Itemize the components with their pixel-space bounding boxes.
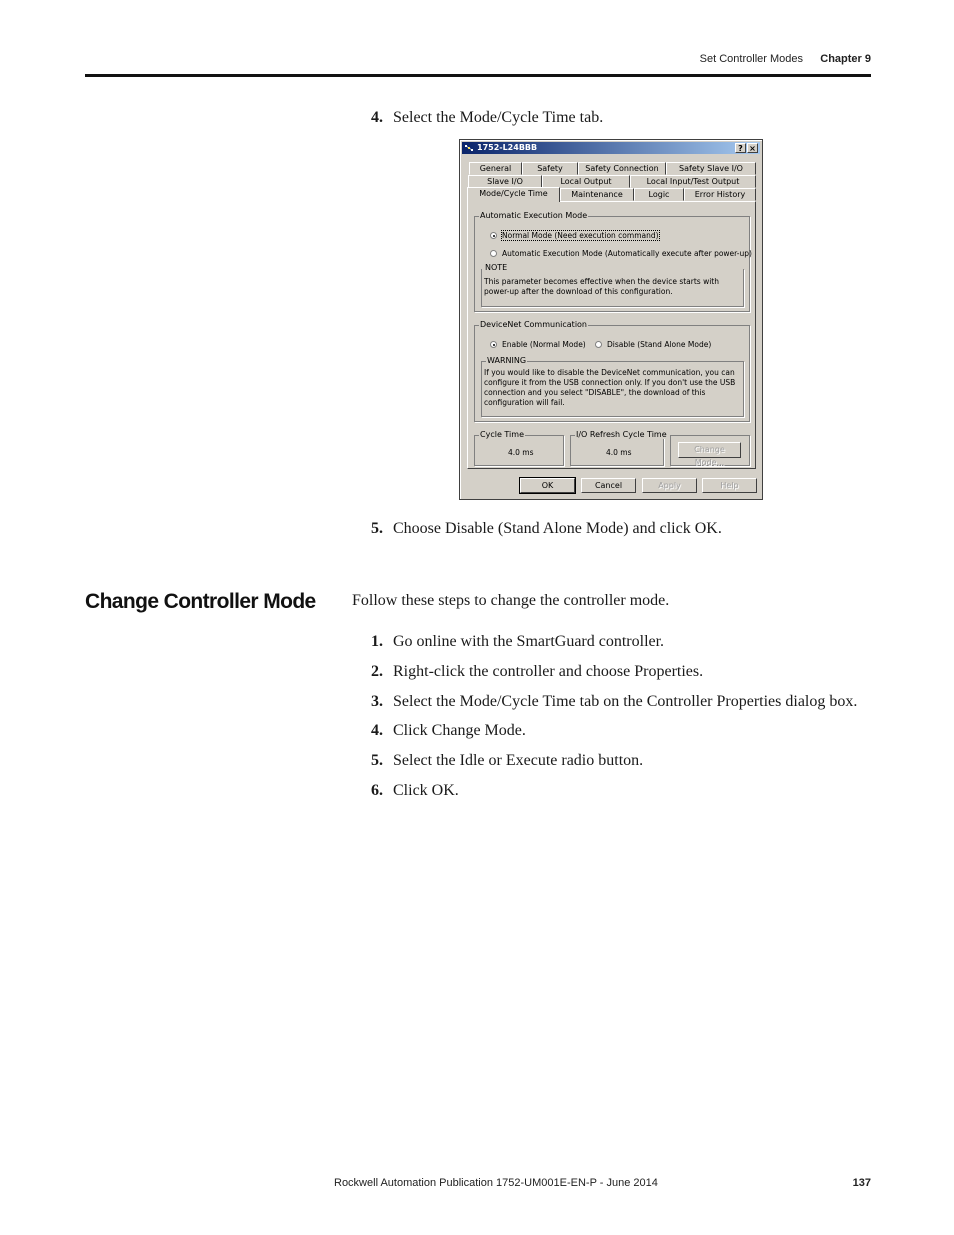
- step-text: Select the Mode/Cycle Time tab.: [393, 109, 604, 126]
- step-item: [371, 108, 603, 128]
- help-title-button[interactable]: ?: [735, 143, 746, 153]
- step-text: Select the Idle or Execute radio button.: [393, 752, 644, 769]
- step-item: [371, 519, 722, 539]
- devicenet-label: DeviceNet Communication: [480, 320, 587, 329]
- step-number: 2.: [371, 663, 383, 680]
- io-refresh-group: [570, 430, 667, 466]
- tab-maintenance[interactable]: Maintenance: [560, 188, 634, 201]
- tab-slave-io[interactable]: Slave I/O: [468, 175, 542, 188]
- step-item: [371, 662, 703, 682]
- step-item: [371, 751, 643, 771]
- tab-panel: [467, 201, 756, 469]
- step-number: 4.: [371, 722, 383, 739]
- io-refresh-label: I/O Refresh Cycle Time: [576, 430, 667, 439]
- warning-line: configuration will fail.: [484, 398, 565, 407]
- help-button[interactable]: Help: [702, 478, 757, 493]
- tab-safety[interactable]: Safety: [522, 162, 578, 175]
- controller-properties-dialog: [459, 139, 763, 500]
- note-box: [481, 263, 744, 307]
- note-line: power-up after the download of this configuration.: [484, 287, 673, 296]
- step-number: 5.: [371, 752, 383, 769]
- note-label: NOTE: [485, 263, 508, 272]
- ok-button[interactable]: OK: [520, 478, 575, 493]
- io-refresh-value: 4.0 ms: [606, 448, 632, 457]
- page-number: 137: [852, 1177, 871, 1189]
- step-number: 6.: [371, 782, 383, 799]
- step-number: 3.: [371, 693, 383, 710]
- warning-label: WARNING: [487, 356, 527, 365]
- tab-logic[interactable]: Logic: [634, 188, 684, 201]
- step-text: Choose Disable (Stand Alone Mode) and click OK.: [393, 520, 722, 537]
- close-button[interactable]: ×: [747, 143, 758, 153]
- running-header-section: Set Controller Modes: [699, 53, 803, 65]
- tab-local-output[interactable]: Local Output: [542, 175, 630, 188]
- tab-safety-slave-io[interactable]: Safety Slave I/O: [666, 162, 756, 175]
- device-icon: [464, 143, 474, 153]
- change-mode-group: [670, 435, 750, 466]
- running-header-chapter: Chapter 9: [820, 53, 871, 65]
- normal-mode-label[interactable]: Normal Mode (Need execution command): [502, 231, 659, 240]
- tab-general[interactable]: General: [469, 162, 522, 175]
- section-heading: Change Controller Mode: [85, 590, 316, 613]
- step-item: [371, 781, 459, 801]
- automatic-execution-group: [474, 211, 752, 312]
- disable-radio[interactable]: [595, 341, 602, 348]
- step-number: 1.: [371, 633, 383, 650]
- step-item: [371, 692, 857, 712]
- step-number: 5.: [371, 520, 383, 537]
- cycle-time-value: 4.0 ms: [508, 448, 534, 457]
- tab-safety-connection[interactable]: Safety Connection: [578, 162, 666, 175]
- apply-button[interactable]: Apply: [642, 478, 697, 493]
- cancel-button[interactable]: Cancel: [581, 478, 636, 493]
- change-mode-button[interactable]: Change Mode...: [678, 442, 741, 458]
- tab-local-input-test-output[interactable]: Local Input/Test Output: [630, 175, 756, 188]
- step-text: Right-click the controller and choose Properties.: [393, 663, 704, 680]
- disable-label[interactable]: Disable (Stand Alone Mode): [607, 340, 712, 349]
- step-text: Select the Mode/Cycle Time tab on the Controller Properties dialog box.: [393, 693, 858, 710]
- step-item: [371, 632, 664, 652]
- warning-box: [481, 356, 744, 417]
- step-text: Click OK.: [393, 782, 459, 799]
- dialog-titlebar: [462, 142, 760, 154]
- cycle-time-label: Cycle Time: [480, 430, 524, 439]
- dialog-title: 1752-L24BBB: [477, 143, 538, 152]
- tab-error-history[interactable]: Error History: [684, 188, 756, 201]
- warning-line: connection and you select "DISABLE", the download of this: [484, 388, 706, 397]
- footer-publication: Rockwell Automation Publication 1752-UM001E-EN-P - June 2014: [334, 1177, 658, 1189]
- step-text: Click Change Mode.: [393, 722, 526, 739]
- enable-radio[interactable]: [490, 341, 497, 348]
- automatic-execution-label: Automatic Execution Mode: [480, 211, 588, 220]
- note-line: This parameter becomes effective when the device starts with: [484, 277, 719, 286]
- step-text: Go online with the SmartGuard controller.: [393, 633, 665, 650]
- warning-line: configure it from the USB connection only. If you don't use the USB: [484, 378, 736, 387]
- step-number: 4.: [371, 109, 383, 126]
- enable-label[interactable]: Enable (Normal Mode): [502, 340, 586, 349]
- header-rule: [85, 74, 871, 77]
- section-intro: Follow these steps to change the controller mode.: [352, 592, 670, 609]
- cycle-time-group: [474, 430, 564, 466]
- warning-line: If you would like to disable the DeviceNet communication, you can: [484, 368, 735, 377]
- normal-mode-radio[interactable]: [490, 232, 497, 239]
- automatic-mode-radio[interactable]: [490, 250, 497, 257]
- automatic-mode-label[interactable]: Automatic Execution Mode (Automatically execute after power-up): [502, 249, 752, 258]
- step-item: [371, 721, 526, 741]
- devicenet-group: [474, 320, 750, 422]
- tab-mode-cycle-time[interactable]: Mode/Cycle Time: [467, 187, 560, 202]
